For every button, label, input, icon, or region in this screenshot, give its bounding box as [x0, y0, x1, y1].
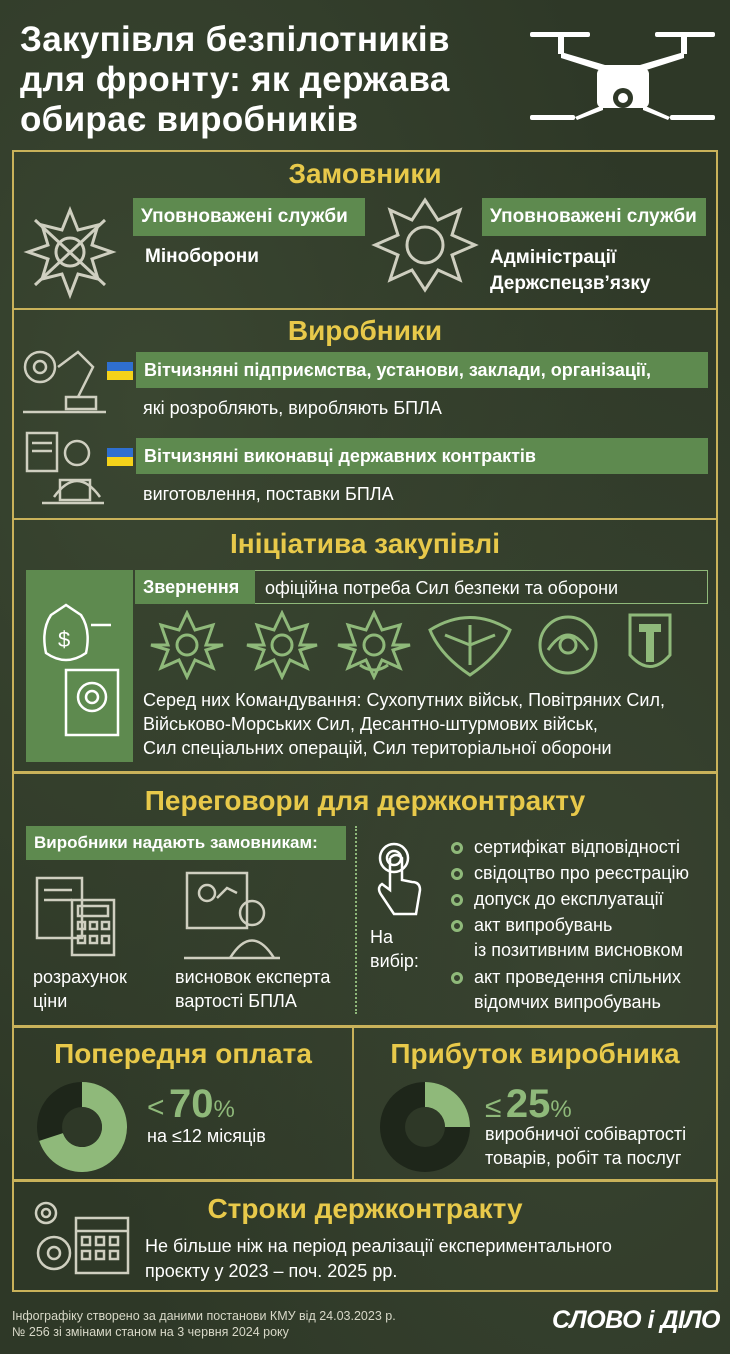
profit-title: Прибуток виробника: [390, 1038, 680, 1069]
gears-calendar-icon: [26, 1193, 134, 1283]
prepayment-donut-chart: [37, 1082, 127, 1172]
terms-text: Не більше ніж на період реалізації експериментального проєкту у 2023 – поч. 2025 рр.: [145, 1236, 612, 1281]
profit-unit: %: [550, 1096, 572, 1123]
robot-arm-icon: [18, 342, 108, 417]
prepayment-unit: %: [213, 1096, 235, 1123]
initiative-title: Ініціатива закупівлі: [230, 528, 500, 559]
expert-conclusion-icon: [182, 868, 282, 963]
choice-label: На вибір:: [370, 927, 419, 971]
producers-item1-bar: Вітчизняні підприємства, установи, заклади, організації,: [136, 352, 708, 388]
option-item: акт проведення спільних: [474, 967, 681, 987]
profit-number: 25: [505, 1082, 551, 1126]
option-item-continued: відомчих випробувань: [474, 992, 661, 1012]
sszzi-emblem-icon: [370, 195, 480, 295]
option-bullet: [451, 972, 463, 984]
contractor-icon: [22, 425, 107, 510]
air-assault-emblem-icon: [425, 610, 515, 680]
option-item: акт випробувань: [474, 915, 613, 935]
footer-source: Інфографіку створено за даними постанови КМУ від 24.03.2023 р. № 256 зі змінами станом на 3 червня 2024 року: [12, 1309, 396, 1339]
profit-symbol: ≤: [485, 1091, 502, 1124]
brand-logo: СЛОВО і ДІЛО: [551, 1306, 720, 1334]
option-bullet: [451, 868, 463, 880]
option-item-continued: із позитивним висновком: [474, 940, 683, 960]
doc1-text: розрахунок ціни: [33, 967, 127, 1011]
customers-title: Замовники: [288, 158, 442, 189]
ukraine-flag-icon: [107, 448, 133, 466]
option-bullet: [451, 894, 463, 906]
customers-right-bar: Уповноважені служби: [482, 198, 706, 236]
ukraine-flag-icon: [107, 362, 133, 380]
profit-hole: [405, 1107, 445, 1147]
prepayment-title: Попередня оплата: [54, 1038, 312, 1069]
option-bullet: [451, 920, 463, 932]
special-ops-emblem-icon: [528, 610, 608, 680]
producers-item2-text: виготовлення, поставки БПЛА: [143, 484, 394, 504]
price-calculation-icon: [32, 870, 122, 960]
drone-icon: [525, 20, 720, 130]
initiative-commands-text: Серед них Командування: Сухопутних військ, Повітряних Сил, Військово-Морських Сил, Десантно-штурмових військ, Сил спеціальних операцій, Сил територіальної оборони: [143, 690, 665, 758]
producers-item2-bar: Вітчизняні виконавці державних контрактів: [136, 438, 708, 474]
terms-title: Строки держконтракту: [207, 1193, 523, 1224]
hand-tap-icon: [372, 840, 427, 920]
territorial-defense-emblem-icon: [625, 610, 675, 680]
negotiations-divider: [355, 826, 357, 1014]
producers-item1-text: які розробляють, виробляють БПЛА: [143, 398, 442, 418]
customers-left-bar: Уповноважені служби: [133, 198, 365, 236]
appeal-label: Звернення: [135, 570, 255, 604]
doc2-text: висновок експерта вартості БПЛА: [175, 967, 331, 1011]
option-item: допуск до експлуатації: [474, 889, 664, 909]
air-force-emblem-icon: [245, 610, 320, 680]
mod-emblem-icon: [20, 205, 120, 300]
prepayment-symbol: <: [147, 1091, 165, 1124]
option-item: сертифікат відповідності: [474, 837, 680, 857]
option-item: свідоцтво про реєстрацію: [474, 863, 690, 883]
prepayment-number: 70: [168, 1082, 214, 1126]
profit-donut-chart: [380, 1082, 470, 1172]
producers-title: Виробники: [287, 315, 443, 346]
negotiations-title: Переговори для держконтракту: [144, 785, 586, 816]
navy-emblem-icon: [335, 610, 413, 680]
svg-text:$: $: [58, 627, 71, 652]
money-bag-document-icon: [36, 595, 126, 745]
profit-value: [485, 1082, 572, 1127]
page-title: Закупівля безпілотників для фронту: як держава обирає виробників: [20, 20, 450, 139]
prepayment-value: [147, 1082, 235, 1127]
option-bullet: [451, 842, 463, 854]
customers-right-text: Адміністрації Держспецзв’язку: [490, 247, 651, 294]
profit-note: виробничої собівартості товарів, робіт та послуг: [485, 1124, 687, 1168]
land-forces-emblem-icon: [148, 610, 226, 680]
negotiations-provide-bar: Виробники надають замовникам:: [26, 826, 346, 860]
customers-left-text: Міноборони: [145, 246, 259, 267]
prepayment-note: на ≤12 місяців: [147, 1126, 266, 1146]
appeal-text: офіційна потреба Сил безпеки та оборони: [265, 578, 619, 598]
prepayment-hole: [62, 1107, 102, 1147]
